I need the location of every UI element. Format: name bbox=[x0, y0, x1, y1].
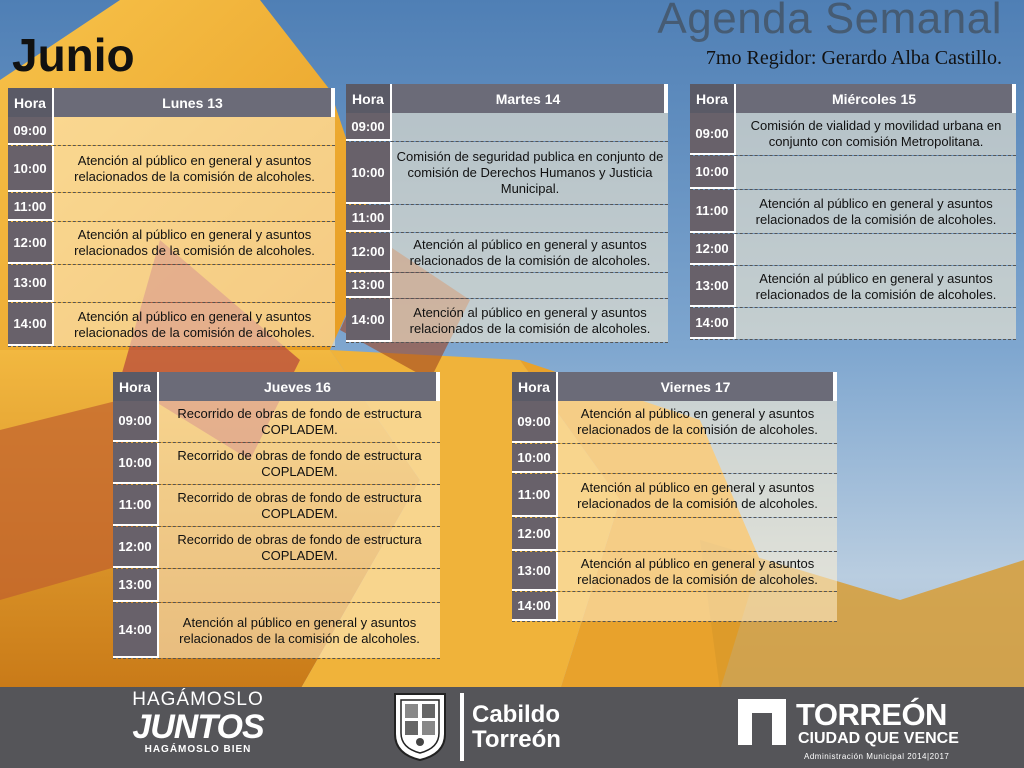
day-name: Miércoles 15 bbox=[736, 84, 1016, 113]
schedule-row bbox=[113, 401, 440, 443]
activity-cell bbox=[392, 273, 668, 298]
juntos-text: JUNTOS bbox=[132, 708, 264, 746]
activity-cell: Atención al público en general y asuntos relacionados de la comisión de alcoholes. bbox=[558, 552, 837, 591]
day-header bbox=[8, 88, 335, 117]
ciudad-que-vence-text: CIUDAD QUE VENCE bbox=[798, 730, 959, 747]
time-cell: 10:00 bbox=[512, 444, 558, 473]
time-cell: 13:00 bbox=[512, 552, 558, 591]
activity-cell: Recorrido de obras de fondo de estructura COPLADEM. bbox=[159, 527, 440, 568]
hora-header: Hora bbox=[690, 84, 736, 113]
schedule-row bbox=[8, 146, 335, 193]
schedule-row bbox=[346, 113, 668, 142]
schedule-row bbox=[113, 603, 440, 659]
day-header bbox=[512, 372, 837, 401]
schedule-row bbox=[113, 485, 440, 527]
time-cell: 12:00 bbox=[8, 222, 54, 264]
schedule-row bbox=[690, 234, 1016, 266]
hora-header: Hora bbox=[113, 372, 159, 401]
day-name: Lunes 13 bbox=[54, 88, 335, 117]
activity-cell bbox=[54, 117, 335, 145]
activity-cell: Recorrido de obras de fondo de estructura COPLADEM. bbox=[159, 485, 440, 526]
schedule-row bbox=[8, 222, 335, 265]
month-title: Junio bbox=[12, 29, 135, 81]
time-cell: 12:00 bbox=[346, 233, 392, 272]
time-cell: 10:00 bbox=[346, 142, 392, 204]
footer-divider bbox=[460, 693, 464, 761]
day-name: Viernes 17 bbox=[558, 372, 837, 401]
time-cell: 13:00 bbox=[346, 273, 392, 298]
time-cell: 09:00 bbox=[346, 113, 392, 141]
activity-cell: Comisión de seguridad publica en conjunto de comisión de Derechos Humanos y Justicia Municipal. bbox=[392, 142, 668, 204]
time-cell: 12:00 bbox=[690, 234, 736, 265]
activity-cell: Comisión de vialidad y movilidad urbana en conjunto con comisión Metropolitana. bbox=[736, 113, 1016, 155]
activity-cell bbox=[736, 308, 1016, 339]
activity-cell bbox=[159, 569, 440, 602]
time-cell: 10:00 bbox=[113, 443, 159, 484]
time-cell: 11:00 bbox=[113, 485, 159, 526]
schedule-row bbox=[346, 142, 668, 205]
activity-cell: Atención al público en general y asuntos relacionados de la comisión de alcoholes. bbox=[736, 266, 1016, 307]
day-header bbox=[346, 84, 668, 113]
time-cell: 14:00 bbox=[690, 308, 736, 339]
activity-cell bbox=[392, 205, 668, 232]
time-cell: 10:00 bbox=[690, 156, 736, 189]
activity-cell: Atención al público en general y asuntos relacionados de la comisión de alcoholes. bbox=[558, 401, 837, 443]
schedule-row bbox=[346, 205, 668, 233]
activity-cell bbox=[736, 156, 1016, 189]
activity-cell: Atención al público en general y asuntos relacionados de la comisión de alcoholes. bbox=[392, 233, 668, 272]
cabildo-text: Cabildo bbox=[472, 701, 560, 728]
schedule-row bbox=[690, 308, 1016, 340]
activity-cell bbox=[558, 592, 837, 621]
hagamoslo-text: HAGÁMOSLO bbox=[132, 689, 264, 710]
activity-cell: Atención al público en general y asuntos relacionados de la comisión de alcoholes. bbox=[736, 190, 1016, 233]
activity-cell: Atención al público en general y asuntos relacionados de la comisión de alcoholes. bbox=[54, 222, 335, 264]
time-cell: 12:00 bbox=[512, 518, 558, 551]
administracion-text: Administración Municipal 2014|2017 bbox=[804, 752, 950, 761]
schedule-row bbox=[113, 569, 440, 603]
activity-cell bbox=[54, 265, 335, 302]
time-cell: 13:00 bbox=[8, 265, 54, 302]
time-cell: 11:00 bbox=[346, 205, 392, 232]
hagamoslo-bien-text: HAGÁMOSLO BIEN bbox=[144, 744, 252, 755]
time-cell: 09:00 bbox=[113, 401, 159, 442]
time-cell: 14:00 bbox=[346, 299, 392, 342]
schedule-row bbox=[346, 273, 668, 299]
time-cell: 09:00 bbox=[512, 401, 558, 443]
time-cell: 14:00 bbox=[113, 603, 159, 658]
hora-header: Hora bbox=[512, 372, 558, 401]
coat-of-arms-icon bbox=[389, 690, 451, 762]
schedule-row bbox=[346, 233, 668, 273]
hora-header: Hora bbox=[346, 84, 392, 113]
day-name: Martes 14 bbox=[392, 84, 668, 113]
day-header bbox=[690, 84, 1016, 113]
day-table-lunes bbox=[8, 88, 335, 347]
activity-cell: Recorrido de obras de fondo de estructura COPLADEM. bbox=[159, 401, 440, 442]
activity-cell: Recorrido de obras de fondo de estructura COPLADEM. bbox=[159, 443, 440, 484]
schedule-row bbox=[512, 474, 837, 518]
time-cell: 09:00 bbox=[8, 117, 54, 145]
torreon-text: TORREÓN bbox=[796, 697, 947, 732]
schedule-row bbox=[690, 190, 1016, 234]
day-name: Jueves 16 bbox=[159, 372, 440, 401]
time-cell: 14:00 bbox=[8, 303, 54, 346]
torreon-text: Torreón bbox=[472, 726, 561, 753]
activity-cell: Atención al público en general y asuntos relacionados de la comisión de alcoholes. bbox=[159, 603, 440, 658]
day-table-jueves bbox=[113, 372, 440, 659]
schedule-row bbox=[8, 117, 335, 146]
activity-cell: Atención al público en general y asuntos relacionados de la comisión de alcoholes. bbox=[558, 474, 837, 517]
day-table-miercoles bbox=[690, 84, 1016, 340]
schedule-row bbox=[8, 265, 335, 303]
hora-header: Hora bbox=[8, 88, 54, 117]
day-table-martes bbox=[346, 84, 668, 343]
time-cell: 09:00 bbox=[690, 113, 736, 155]
schedule-row bbox=[113, 527, 440, 569]
activity-cell bbox=[736, 234, 1016, 265]
schedule-row bbox=[512, 444, 837, 474]
cabildo-torreon-logo bbox=[472, 702, 561, 752]
time-cell: 13:00 bbox=[113, 569, 159, 602]
schedule-row bbox=[512, 592, 837, 622]
day-header bbox=[113, 372, 440, 401]
time-cell: 11:00 bbox=[512, 474, 558, 517]
schedule-row bbox=[8, 303, 335, 347]
time-cell: 12:00 bbox=[113, 527, 159, 568]
hagamoslo-juntos-logo bbox=[118, 690, 278, 756]
schedule-row bbox=[512, 552, 837, 592]
schedule-row bbox=[512, 401, 837, 444]
activity-cell: Atención al público en general y asuntos relacionados de la comisión de alcoholes. bbox=[392, 299, 668, 342]
schedule-row bbox=[512, 518, 837, 552]
time-cell: 10:00 bbox=[8, 146, 54, 192]
schedule-row bbox=[346, 299, 668, 343]
page-subtitle: 7mo Regidor: Gerardo Alba Castillo. bbox=[705, 47, 1002, 69]
activity-cell bbox=[558, 444, 837, 473]
day-table-viernes bbox=[512, 372, 837, 622]
activity-cell bbox=[54, 193, 335, 221]
activity-cell: Atención al público en general y asuntos relacionados de la comisión de alcoholes. bbox=[54, 303, 335, 346]
activity-cell: Atención al público en general y asuntos relacionados de la comisión de alcoholes. bbox=[54, 146, 335, 192]
schedule-row bbox=[690, 266, 1016, 308]
activity-cell bbox=[392, 113, 668, 141]
schedule-row bbox=[690, 156, 1016, 190]
torreon-tower-icon bbox=[738, 699, 786, 745]
time-cell: 13:00 bbox=[690, 266, 736, 307]
time-cell: 11:00 bbox=[8, 193, 54, 221]
activity-cell bbox=[558, 518, 837, 551]
time-cell: 11:00 bbox=[690, 190, 736, 233]
schedule-row bbox=[113, 443, 440, 485]
schedule-row bbox=[690, 113, 1016, 156]
page-title: Agenda Semanal bbox=[657, 0, 1002, 43]
schedule-row bbox=[8, 193, 335, 222]
time-cell: 14:00 bbox=[512, 592, 558, 621]
